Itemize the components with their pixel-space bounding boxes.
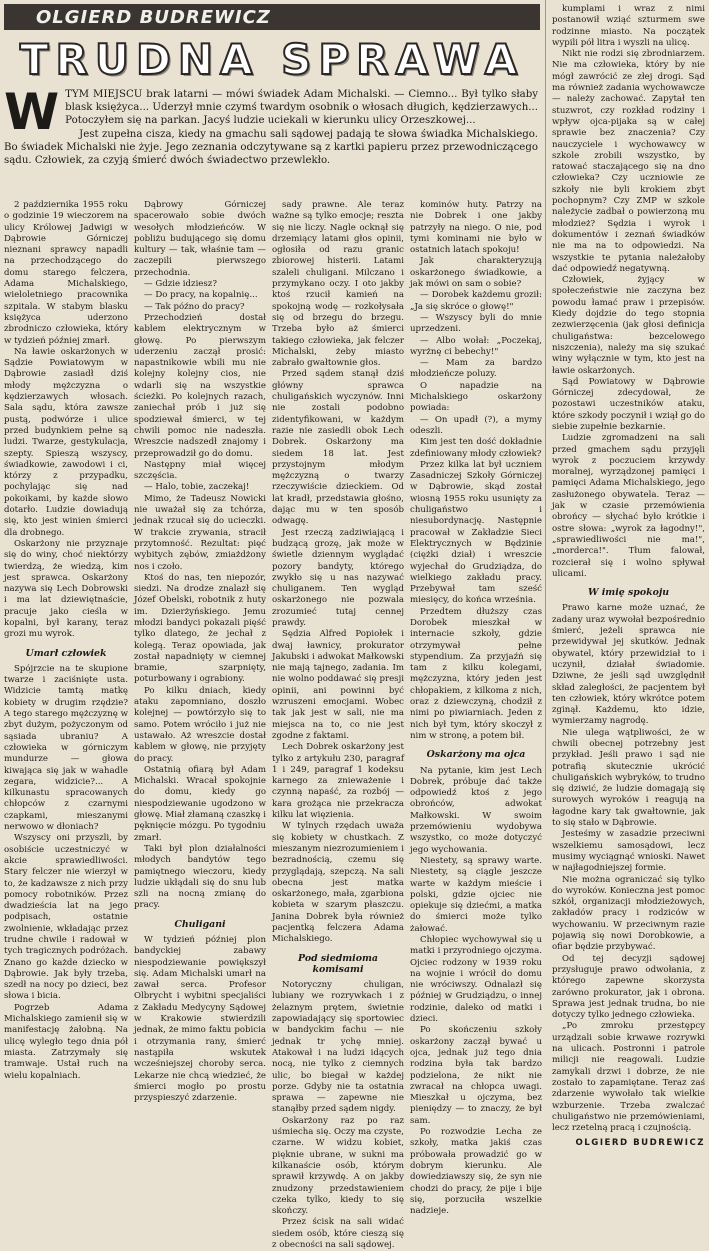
paragraph: — Wszyscy byli do mnie uprzedzeni. [410, 312, 542, 335]
paragraph: Notoryczny chuligan, lubiany we rozrywkach i z żelaznym prętem, świetnie zapowiadający się sportowiec w bandyckim fachu — nie jednak tr ychę mniej. Atakował i na ludzi idących nocą, nie tylko z ciemnych ulic, bo biegał w każdej porze. Gdyby nie ta ostatnia sprawa — zapewne nie stanąłby przed sądem nigdy. [272, 980, 404, 1115]
paragraph: Jest rzeczą zadziwiającą i budzącą grozę, jak może w świetle dziennym wyglądać pozory bandyty, którego zwykło się u nas nazywać chuliganem. Ten wygląd oskarżonego nie pozwala zrozumieć tutaj cennej prawdy. [272, 527, 404, 628]
paragraph: O napadzie na Michalskiego oskarżony powiada: [410, 380, 542, 414]
paragraph: Nie ulega wątpliwości, że w chwili obecnej potrzebny jest przykład. Jeśli prawo i sąd nie potrafią skutecznie ukrócić chuligańskich wybryków, to trudno się dziwić, że ludzie domagają się surowych wyroków i reagują na łagodne kary tak gwałtownie, jak to się stało w Dąbrowie. [552, 727, 705, 829]
paragraph: Lech Dobrek oskarżony jest tylko z artykułu 230, paragraf 1 i 249, paragraf 1 kodeksu karnego za znieważenie i czynną napaść, za rozbój — kara grożąca nie przekracza kilku lat więzienia. [272, 742, 404, 821]
lead-paragraph [4, 83, 538, 192]
column-3 [272, 200, 404, 1251]
paragraph: kumplami i wraz z nimi postanowił wziąć szturmem swe rodzinne miasto. Na początek wypili pół litra i wyszli na ulicę. [552, 4, 705, 48]
paragraph: 2 października 1955 roku o godzinie 19 wieczorem na ulicy Królowej Jadwigi w Dąbrowie Górniczej nieznani sprawcy napadli na przechodzącego do domu starego felczera, Adama Michalskiego, wieloletniego pracownika szpitala. W stabym blasku księżyca uderzono zbrodniczo człowieka, który w tydzień później zmarł. [4, 200, 128, 346]
lead-text-1: TYM MIEJSCU brak latarni — mówi świadek Adam Michalski. — Ciemno... Był tylko słaby blask księżyca... Uderzył mnie czymś twardym osobnik o włosach długich, kędzierzawych... Potoczyłem się na parkan. Jacyś ludzie uciekali w kierunku ulicy Orzeszkowej... [65, 89, 538, 127]
section-heading: Pod siedmioma komisami [298, 952, 378, 975]
paragraph: Jak charakteryzują oskarżonego świadkowie, a jak mówi on sam o sobie? [410, 256, 542, 290]
paragraph: Przez kilka lat był uczniem Zasadniczej Szkoły Górniczej w Dąbrowie, skąd został wiosną 1955 roku usunięty za chuligaństwo i niesubordynację. Następnie pracował w Zakładzie Sieci Elektrycznych w Będzinie (ciężki dział) i wreszcie wyjechał do Grudziądza, do wielkiego zakładu pracy. Przebywał tam sześć miesięcy, do końca września. [410, 459, 542, 606]
paragraph: W tydzień później plon bandyckiej zabawy niespodziewanie powiększył się. Adam Michalski umarł na zawał serca. Profesor Olbrycht i wybitni specjaliści z Zakładu Medycyny Sądowej w Krakowie stwierdzili jednak, że mimo faktu pobicia i otrzymania rany, śmierć nastąpiła wskutek wcześniejszej choroby serca. Lekarze nie chcą wiedzieć, że śmierci mogło po prostu przyspieszyć zdarzenie. [134, 935, 266, 1104]
paragraph: Na ławie oskarżonych w Sądzie Powiatowym w Dąbrowie zasiadł dziś młody mężczyzna o kędzierzawych włosach. Sala sądu, która zawsze pustą, podwórze i ulice przed budynkiem pełne są ludzi. Twarze, gestykulacja, szepty. Spieszą wszyscy, świadkowie, zawodowi i ci, którzy z przypadku, pochylając się nad pokoikami, by każde słowo dotarło. Ludzie dowiadują się, kto jest winien śmierci dla drobnego. [4, 346, 128, 538]
paragraph: Spójrzcie na te skupione twarze i zaciśnięte usta. Widzicie tamtą matkę kobiety w drugim rzędzie? A tego starego mężczyznę w zbyt dużym, pożyczonym od sąsiada ubraniu? A człowieka w górniczym mundurze — głowa kiwająca się jak w wahadle zegara, widzicie?... A kilkunastu spracowanych chłopców z czarnymi czapkami, mieszanymi nerwowo w dłoniach? [4, 663, 128, 833]
paragraph: Sąd Powiatowy w Dąbrowie Górniczej zdecydował, że pozostawi uczestników ataku, które szkody poczynił i wziął go do siebie zupełnie bezkarnie. [552, 376, 705, 432]
paragraph: Sędzia Alfred Popiołek i dwaj ławnicy, prokurator Jakubski i adwokat Małkowski nie mają tajnego, zadania. Im nie wolno poddawać się presji opinii, ani powinni być wzruszeni emocjami. Wobec tak jak jest w sali, nie ma miejsca na to, co nie jest zgodne z faktami. [272, 629, 404, 741]
paragraph: kominów huty. Patrzy na nie Dobrek i one jakby patrzyły na niego. O nie, pod tymi kominami nie było w ostatnich latach spokoju! [410, 200, 542, 256]
paragraph: — Halo, tobie, zaczekaj! [144, 482, 250, 493]
paragraph: Jesteśmy w zasadzie przeciwni wszelkiemu samosądowi, lecz musimy wyciągnąć wnioski. Nawet w najłagodniejszej formie. [552, 829, 705, 874]
column-5 [552, 4, 705, 1149]
paragraph: — Tak późno do pracy? [144, 301, 245, 312]
paragraph: Oskarżony nie przyznaje się do winy, choć niektórzy twierdzą, że wiedzą, kim jest sprawca. Oskarżony nazywa się Lech Dobrowski i ma lat dziewiętnaście, pracuje jako cieśla w kopalni, był karany, teraz grozi mu wyrok. [4, 538, 128, 640]
paragraph: Taki był plon działalności młodych bandytów tego pamiętnego wieczoru, kiedy ludzie ukłądali się do snu lub szli na nocną zmianę do pracy. [134, 843, 266, 911]
column-4 [410, 200, 542, 1217]
paragraph: Pogrzeb Adama Michalskiego zamienił się w manifestację żałobną. Na ulicę wyległo tego dnia pół miasta. Zatrzymały się tramwaje. Ustał ruch na wielu kopalniach. [4, 1002, 128, 1081]
paragraph: Wszyscy oni przyszli, by osobiście uczestniczyć w akcie sprawiedliwości. Stary felczer nie wierzył w to, że kadzawsze z nich przy pomocy robotników. Przez dwadzieścia lat na jego podpisach, ostatnie zwolnienie, wkładając przez trudne chwile i radował w tych tragicznych podróżach. Znano go każde dziecko w Dąbrowie. Jak były trzeba, szedł na nocy po dzieci, bez słowa i bicia. [4, 833, 128, 1002]
section-heading: W imię spokoju [587, 587, 670, 599]
paragraph: Ludzie zgromadzeni na sali przed gmachem sądu przyjęli wyrok z poczuciem krzywdy moralnej, wyrządzonej pamięci i pamięci Adama Michalskiego, jego zasłużonego obywatela. Teraz — jak w czasie przemówienia obrońcy — słychać było krótkie i ostre słowa: „wyrok za łagodny!", „sprawiedliwości nie ma!", „morderca!". Tłum falował, rozcierał się i wolno spływał ulicami. [552, 433, 705, 579]
lead-text-2: Jest zupełna cisza, kiedy na gmachu sali sądowej padają te słowa świadka Michalskiego. Bo świadek Michalski nie żyje. Jego zeznania odczytywane są z kartki papieru przez przewodniczącego sądu. Człowiek, za czyją śmierć dwóch świadectwo przewlekło. [4, 128, 538, 167]
paragraph: Mimo, że Tadeusz Nowicki nie uważał się za tchórza, jednak rzucał się do ucieczki. W trakcie zrywania, stracił przytomność. Rezultat: pięć wybitych zębów, zmiażdżony nos i czoło. [134, 493, 266, 572]
paragraph: Przez ścisk na sali widać siedem osób, które cieszą się z obecności na sali sądowej. [272, 1217, 404, 1251]
paragraph: Na pytanie, kim jest Lech Dobrek, próbuje dać także odpowiedź ktoś z jego obrońców, adwokat Małkowski. W swoim przemówieniu wydobywa wszystko, co może dotyczyć jego wychowania. [410, 765, 542, 855]
column-1 [4, 200, 128, 1081]
paragraph: — Do pracy, na kopalnię... [144, 290, 258, 301]
paragraph: Kim jest ten dość dokładnie zdefiniowany młody człowiek? [410, 437, 542, 459]
paragraph: — Gdzie idziesz? [144, 279, 217, 290]
paragraph: Nikt nie rodzi się zbrodniarzem. Nie ma człowieka, który by nie mógł zawrócić ze złej drogi. Sąd ma również zadania wychowawcze — należy zachować. Zapytał ten stuzwrot, czy rozkład rodziny i wpływ ojca-pijaka są w całej sprawie bez znaczenia? Czy nauczyciele i wychowawcy w szkole zrobili wszystko, by ratować staczającego się na dno człowieka? Czy uczniowie ze szkoły nie byli krokiem zbyt pochopnym? Czy ZMP w szkole należycie zadbał o powierzoną mu młodzież? Sędzia i wyrok i dokumentów i zeznań świadków nie ma na to odpowiedzi. Na wszystkie te pytania należałoby dać odpowiedź negatywną. [552, 49, 705, 274]
paragraph: Chłopiec wychowywał się u matki i przyrodniego ojczyma. Ojciec rodzony w 1939 roku na wojnie i wrócił do domu nie wróciwszy. Odnalazł się później w Grudziądzu, o innej rodzinie, daleko od matki i dzieci. [410, 935, 542, 1025]
section-heading: Umarł człowiek [25, 647, 107, 659]
paragraph: Dąbrowy Górniczej spacerowało sobie dwóch wesołych młodzieńców. W pobliżu budującego się domu kultury — tak, właśnie tam — zaczepili pierwszego przechodnia. [134, 200, 266, 278]
column-2 [134, 200, 266, 1104]
paragraph: Człowiek, żyjący w społeczeństwie nie zaczyna bez powodu łamać praw i przepisów. Kiedy dojdzie do tego stopnia zezwierzęcenia (jak głosi definicja chuligaństwa: bezcelowego niszczenia), należy ma się szukać winy wyłącznie w tym, kto jest na ławie oskarżonych. [552, 275, 705, 376]
paragraph: Ostatnią ofiarą był Adam Michalski. Wracał spokojnie do domu, kiedy go niespodziewanie ugodzono w głowę. Miał złamaną czaszkę i pęknięcie mózgu. Po tygodniu zmarł. [134, 764, 266, 843]
paragraph: — On upadł (?), a mymy odeszli. [410, 414, 542, 436]
paragraph: Przed sądem stanął dziś główny sprawca chuligańskich wyczynów. Inni nie zostali podobno zidentyfikowani, w każdym razie nie zasiedli obok Lech Dobrek. Oskarżony ma siedem 18 lat. Jest przystojnym młodym mężczyzną o twarzy rzeczywiście dzieckiem. Od lat kradł, przedstawia głośno, dając mu w ten sposób odwagę. [272, 369, 404, 527]
paragraph: Niestety, są sprawy warte. Niestety, są ciągle jeszcze warte w każdym mieście i polski, gdzie ojciec nie opiekuje się dziećmi, a matka do śmierci może tylko żałować. [410, 855, 542, 934]
paragraph: Ktoś do nas, ten niepozór, siedzi. Na drodze znalazł się Józef Obelski, robotnik z huty im. Dzierżyńskiego. Jemu młodzi bandyci pokazali pięść tylko dlatego, że jechał z kolegą. Teraz opowiada, jak został napadnięty w ciemnej bramie, szarpnięty, poturbowany i ograbiony. [134, 572, 266, 685]
paragraph: Przechodzień dostał kablem elektrycznym w głowę. Po pierwszym uderzeniu zaczął prosić: napastnikowie wbili mu nie kolejny kolejny cios, nie wdarli się na wszystkie ścieżki. Po kolejnych razach, zaniechał prób i już się spodziewał śmierci, w tej chwili pomoc nie nadeszła. Wreszcie nadszedł znajomy i przeprowadził go do domu. [134, 312, 266, 459]
paragraph: Nie można ograniczać się tylko do wyroków. Konieczna jest pomoc szkół, organizacji młodzieżowych, zakładów pracy i rodziców w wychowaniu. W przeciwnym razie pojawią się nowi Dorobkowie, a ofiar będzie przybywać. [552, 874, 705, 953]
paragraph: — Dorobek każdemu groził: „Ja się skróce o głowę!" [410, 290, 542, 312]
paragraph: Od tej decyzji sądowej przysługuje prawo odwołania, z którego zapewne skorzysta zarówno prokurator, jak i obrona. Sprawa jest jednak trudna, bo nie dotyczy tylko jednego człowieka. [552, 953, 705, 1021]
paragraph: Przedtem dłuższy czas Dorobek mieszkał w internacie szkoły, gdzie otrzymywał pełne stypendium. Za przyjaźń się tam z kilku kolegami, mężczyzna, który jeden jest chłopakiem, z kilkoma z nich, oraz z dziewczyną, chodził z nimi po piwiarniach. Jeden z nich był tym, który skoczył z nim w stronę, a potem bił. [410, 606, 542, 741]
paragraph: Po kilku dniach, kiedy ataku zapomniano, doszło kolejnej — powtórzyło się to samo. Potem wróciło i już nie ustawało. Aż wreszcie dostał kablem w głowę, nie przyjęty do pracy. [134, 685, 266, 764]
author-banner [4, 4, 540, 30]
section-heading: Chuligani [174, 918, 226, 930]
drop-cap: W [4, 83, 60, 141]
paragraph: W tylnych rzędach uważa się kobiety w chustkach. Z mieszanym niezrozumieniem i bezradnością, czemu się przyglądają, szepczą. Na sali obecna jest matka oskarżonego, mała, zgarbiona kobieta w szarym płaszczu. Janina Dobrek była również pacjentką felczera Adama Michalskiego. [272, 821, 404, 945]
paragraph: Prawo karne może uznać, że zadany uraz wywołał bezpośrednio śmierć, jeżeli sprawca nie przewidywał jej skutków. Jednak obywatel, który przewidział to i uczynił, działał świadomie. Dziwne, że jeśli sąd uwzględnił skład zaległości, że pacjentem był ten człowiek, który wkrótce potem zginął. Każdemu, kto idzie, wymierzamy nagrodę. [552, 603, 705, 727]
paragraph: — Mam za bardzo młodzieńcze poluzy. [410, 358, 542, 380]
paragraph: „Po zmroku przestępcy urządzali sobie krwawe rozrywki na ulicach. Postronni i patrole milicji nie reagowali. Ludzie zamykali drzwi i dobrze, że nie zostało to zapamiętane. Teraz zaś zdarzenie wywołało tak wielkie wzburzenie. Trzeba zwalczać chuligaństwo nie przemówieniami, lecz rzetelną pracą i czujnością. [552, 1021, 705, 1134]
paragraph: Po skończeniu szkoły oskarżony zaczął bywać u ojca, jednak już tego dnia rodzina była tak bardzo podzielona, że nikt nie zwracał na chłopca uwagi. Mieszkał u ojczyma, bez pieniędzy — to znaczy, że był sam. [410, 1025, 542, 1126]
column-divider [545, 0, 546, 800]
section-heading: Oskarżony ma ojca [426, 749, 526, 761]
paragraph: Następny miał więcej szczęścia. [134, 459, 266, 482]
paragraph: Oskarżony raz po raz uśmiecha się. Oczy ma czyste, czarne. W widzu kobiet, pięknie ubrane, w sukni ma kilkanaście osób, którym sprawił krzywdę. A on jakby znudzony przedstawieniem czeka tylko, kiedy to się skończy. [272, 1115, 404, 1217]
paragraph: — Albo wołał: „Poczekaj, wyrżnę ci bebechy!" [410, 335, 542, 357]
paragraph: sady prawne. Ale teraz ważne są tylko emocje; reszta się nie liczy. Nagle ocknął się drzemiący latami głos opinii, ogłosiła od razu granic zbiorowej histerii. Latami szaleli chuligani. Milczano i przymykano oczy. I oto jakby ktoś rzucił kamień na spokojną wodę — rozkołysała się od brzegu do brzegu. Trzeba było aż śmierci takiego człowieka, jak felczer Michalski, żeby miasto zabrało gwałtownie głos. [272, 200, 404, 369]
author-name: OLGIERD BUDREWICZ [36, 6, 271, 28]
author-signature: OLGIERD BUDREWICZ [575, 1138, 705, 1149]
paragraph: Po rozwodzie Lecha ze szkoły, matka jakiś czas próbowała prowadzić go w dobrym kierunku. Ale dowiedziawszy się, że syn nie chodzi do pracy, że pije i bije się, porzuciła wszelkie nadzieje. [410, 1127, 542, 1217]
article-title: TRUDNA SPRAWA [19, 34, 525, 84]
